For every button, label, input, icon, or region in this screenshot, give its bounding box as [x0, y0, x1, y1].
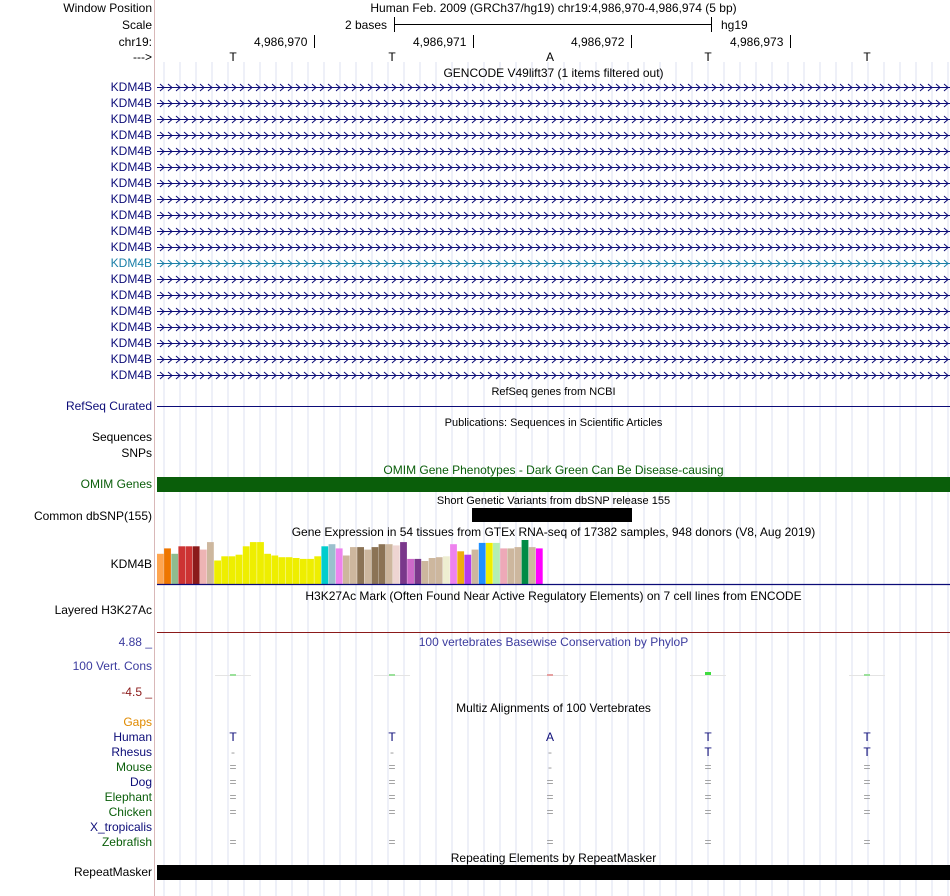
label-divider [154, 0, 155, 896]
multiz-track-title: Multiz Alignments of 100 Vertebrates [456, 701, 651, 715]
repeatmasker-track-label[interactable]: RepeatMasker [73, 865, 152, 879]
scale-bar-text: 2 bases [345, 18, 388, 32]
strand-label: ---> [133, 50, 152, 64]
gencode-transcript-label[interactable]: KDM4B [110, 336, 152, 350]
gencode-transcript-label[interactable]: KDM4B [110, 208, 152, 222]
scale-db-text: hg19 [721, 18, 748, 32]
publications-snps-label[interactable]: SNPs [121, 446, 152, 460]
h3k27ac-track-label[interactable]: Layered H3K27Ac [54, 603, 152, 617]
ruler-position-label: 4,986,971 [413, 35, 467, 49]
gencode-transcript-label[interactable]: KDM4B [110, 352, 152, 366]
gtex-tissue-bar[interactable] [164, 548, 171, 584]
multiz-species-label[interactable]: Rhesus [111, 745, 152, 759]
phylop-score[interactable] [389, 674, 395, 676]
multiz-base: T [863, 730, 871, 744]
gtex-tissue-bar[interactable] [507, 548, 514, 584]
dbsnp-track-title: Short Genetic Variants from dbSNP release 155 [436, 495, 671, 507]
refseq-gene-line[interactable] [157, 406, 950, 407]
multiz-base: = [546, 775, 554, 789]
multiz-species-label[interactable]: Chicken [108, 805, 152, 819]
scale-label: Scale [121, 18, 152, 32]
gtex-tissue-bar[interactable] [300, 559, 307, 584]
scale-bar-tick-left [394, 17, 395, 32]
gencode-transcript-label[interactable]: KDM4B [110, 80, 152, 94]
omim-gene-bar[interactable] [157, 477, 950, 492]
multiz-base: T [704, 745, 712, 759]
gtex-tissue-bar[interactable] [407, 559, 414, 584]
gtex-tissue-bar[interactable] [364, 550, 371, 584]
multiz-base: - [231, 745, 235, 759]
multiz-base: = [863, 760, 871, 774]
gtex-tissue-bar[interactable] [214, 561, 221, 585]
multiz-base: = [546, 835, 554, 849]
gtex-tissue-bar[interactable] [329, 544, 336, 584]
multiz-base: = [388, 775, 396, 789]
multiz-base: T [229, 730, 237, 744]
gencode-track-title: GENCODE V49lift37 (1 items filtered out) [443, 66, 664, 80]
scale-bar-tick-right [711, 17, 712, 32]
gencode-transcript-label[interactable]: KDM4B [110, 176, 152, 190]
gtex-tissue-bar[interactable] [200, 550, 207, 584]
gtex-tissue-bar[interactable] [193, 546, 200, 584]
phylop-max-label: 4.88 _ [118, 635, 152, 649]
omim-track-label[interactable]: OMIM Genes [80, 477, 152, 491]
gtex-tissue-bar[interactable] [472, 550, 479, 584]
multiz-base: = [388, 835, 396, 849]
gtex-tissue-bar[interactable] [486, 543, 493, 584]
gencode-transcript-label[interactable]: KDM4B [110, 192, 152, 206]
gtex-tissue-bar[interactable] [286, 557, 293, 584]
phylop-track-label[interactable]: 100 Vert. Cons [72, 659, 152, 673]
gtex-tissue-bar[interactable] [450, 544, 457, 584]
gtex-tissue-bar[interactable] [314, 556, 321, 584]
gencode-transcript-label[interactable]: KDM4B [110, 224, 152, 238]
h3k27ac-baseline [157, 632, 950, 633]
multiz-base: = [863, 805, 871, 819]
gencode-transcript-label[interactable]: KDM4B [110, 368, 152, 382]
gtex-tissue-bar[interactable] [536, 548, 543, 584]
phylop-score[interactable] [230, 674, 236, 676]
ruler-position-label: 4,986,972 [571, 35, 625, 49]
gencode-transcript-label[interactable]: KDM4B [110, 272, 152, 286]
omim-track-title: OMIM Gene Phenotypes - Dark Green Can Be Disease-causing [383, 463, 724, 477]
phylop-score[interactable] [547, 674, 553, 676]
ruler-base: A [545, 50, 554, 64]
gtex-tissue-bar[interactable] [443, 556, 450, 584]
dbsnp-track-label[interactable]: Common dbSNP(155) [33, 509, 152, 523]
gencode-transcript-label[interactable]: KDM4B [110, 240, 152, 254]
gtex-tissue-bar[interactable] [393, 545, 400, 584]
gtex-tissue-bar[interactable] [250, 542, 257, 584]
gencode-transcript-label[interactable]: KDM4B [110, 304, 152, 318]
refseq-track-label[interactable]: RefSeq Curated [65, 399, 152, 413]
gtex-tissue-bar[interactable] [515, 547, 522, 584]
multiz-base: = [229, 775, 237, 789]
ruler-position-label: 4,986,973 [730, 35, 784, 49]
gtex-tissue-bar[interactable] [178, 546, 185, 584]
gtex-tissue-bar[interactable] [264, 554, 271, 584]
gtex-tissue-bar[interactable] [350, 547, 357, 584]
gtex-tissue-bar[interactable] [357, 547, 364, 584]
gtex-tissue-bar[interactable] [414, 559, 421, 584]
gtex-tissue-bar[interactable] [221, 556, 228, 584]
multiz-species-label[interactable]: Dog [129, 775, 152, 789]
ruler-tick [631, 35, 632, 48]
gencode-transcript-label[interactable]: KDM4B [110, 144, 152, 158]
gencode-transcript-label[interactable]: KDM4B [110, 320, 152, 334]
multiz-base: - [548, 760, 552, 774]
gtex-tissue-bar[interactable] [307, 559, 314, 584]
gtex-tissue-bar[interactable] [457, 551, 464, 584]
multiz-species-label[interactable]: Zebrafish [101, 835, 152, 849]
multiz-base: = [229, 790, 237, 804]
gtex-tissue-bar[interactable] [500, 548, 507, 584]
multiz-base: = [704, 790, 712, 804]
publications-track-title: Publications: Sequences in Scientific Articles [444, 417, 663, 429]
gencode-transcript-label[interactable]: KDM4B [110, 96, 152, 110]
gencode-transcript-label[interactable]: KDM4B [110, 160, 152, 174]
gtex-tissue-bar[interactable] [436, 557, 443, 584]
gtex-tissue-bar[interactable] [386, 544, 393, 584]
multiz-base: T [388, 730, 396, 744]
gtex-track-label[interactable]: KDM4B [110, 557, 152, 571]
multiz-base: - [548, 745, 552, 759]
phylop-min-label: -4.5 _ [121, 685, 152, 699]
gtex-tissue-bar[interactable] [336, 548, 343, 584]
multiz-gaps-label[interactable]: Gaps [123, 715, 152, 729]
gencode-transcript-label[interactable]: KDM4B [110, 256, 152, 270]
gtex-tissue-bar[interactable] [207, 542, 214, 584]
gtex-tissue-bar[interactable] [229, 556, 236, 584]
multiz-base: = [388, 760, 396, 774]
gtex-tissue-bar[interactable] [343, 556, 350, 585]
ruler-tick [473, 35, 474, 48]
gtex-tissue-bar[interactable] [321, 546, 328, 584]
gtex-tissue-bar[interactable] [279, 557, 286, 584]
multiz-base: - [390, 745, 394, 759]
multiz-base: = [546, 805, 554, 819]
multiz-base: = [704, 805, 712, 819]
gtex-tissue-bar[interactable] [186, 546, 193, 584]
phylop-base-mark[interactable] [690, 675, 726, 676]
gtex-tissue-bar[interactable] [372, 547, 379, 584]
gencode-transcript-label[interactable]: KDM4B [110, 112, 152, 126]
ruler-tick [790, 35, 791, 48]
gtex-tissue-bar[interactable] [400, 542, 407, 584]
gtex-tissue-bar[interactable] [171, 554, 178, 584]
repeatmasker-track-title: Repeating Elements by RepeatMasker [450, 851, 657, 865]
dbsnp-variant-bar[interactable] [472, 508, 632, 522]
gtex-tissue-bar[interactable] [236, 555, 243, 584]
gtex-tissue-bar[interactable] [479, 543, 486, 584]
chrom-label: chr19: [118, 35, 152, 49]
multiz-base: = [388, 790, 396, 804]
window-position-label: Window Position [63, 1, 152, 15]
gtex-tissue-bar[interactable] [243, 546, 250, 584]
multiz-species-label[interactable]: X_tropicalis [89, 820, 152, 834]
gtex-tissue-bar[interactable] [464, 555, 471, 584]
gtex-tissue-bar[interactable] [529, 547, 536, 584]
ruler-base: T [388, 50, 396, 64]
ruler-base: T [229, 50, 237, 64]
multiz-base: = [704, 835, 712, 849]
multiz-species-label[interactable]: Mouse [115, 760, 152, 774]
phylop-track-title: 100 vertebrates Basewise Conservation by PhyloP [418, 635, 689, 649]
gtex-tissue-bar[interactable] [157, 554, 164, 584]
gtex-expression-chart[interactable] [157, 538, 950, 586]
repeatmasker-bar[interactable] [157, 865, 950, 880]
phylop-score[interactable] [705, 672, 711, 675]
ruler-position-label: 4,986,970 [254, 35, 308, 49]
phylop-score[interactable] [864, 674, 870, 676]
h3k27ac-track-title: H3K27Ac Mark (Often Found Near Active Regulatory Elements) on 7 cell lines from ENCODE [305, 589, 802, 603]
multiz-species-label[interactable]: Human [113, 730, 152, 744]
multiz-base: = [229, 835, 237, 849]
multiz-base: A [545, 730, 554, 744]
gtex-tissue-bar[interactable] [379, 544, 386, 584]
publications-sequences-label[interactable]: Sequences [91, 430, 152, 444]
multiz-base: = [863, 790, 871, 804]
multiz-species-label[interactable]: Elephant [104, 790, 152, 804]
gtex-tissue-bar[interactable] [493, 543, 500, 584]
ruler-base: T [704, 50, 712, 64]
gtex-track-title: Gene Expression in 54 tissues from GTEx RNA-seq of 17382 samples, 948 donors (V8, Aug 2019) [291, 525, 816, 539]
gtex-tissue-bar[interactable] [422, 561, 429, 584]
gtex-tissue-bar[interactable] [257, 542, 264, 584]
scale-bar [395, 24, 711, 25]
assembly-title: Human Feb. 2009 (GRCh37/hg19) chr19:4,986,970-4,986,974 (5 bp) [370, 1, 737, 15]
refseq-track-title: RefSeq genes from NCBI [491, 386, 616, 398]
gtex-tissue-bar[interactable] [293, 558, 300, 584]
multiz-base: = [863, 775, 871, 789]
multiz-base: = [388, 805, 396, 819]
gtex-tissue-bar[interactable] [271, 556, 278, 585]
gtex-tissue-bar[interactable] [522, 540, 529, 584]
multiz-base: = [229, 760, 237, 774]
multiz-base: = [546, 790, 554, 804]
multiz-base: = [229, 805, 237, 819]
multiz-base: T [863, 745, 871, 759]
gencode-transcript-label[interactable]: KDM4B [110, 288, 152, 302]
multiz-base: = [863, 835, 871, 849]
ruler-tick [314, 35, 315, 48]
multiz-base: T [704, 730, 712, 744]
multiz-base: = [704, 775, 712, 789]
ruler-base: T [863, 50, 871, 64]
multiz-base: = [704, 760, 712, 774]
gtex-tissue-bar[interactable] [429, 558, 436, 584]
gencode-transcript-label[interactable]: KDM4B [110, 128, 152, 142]
